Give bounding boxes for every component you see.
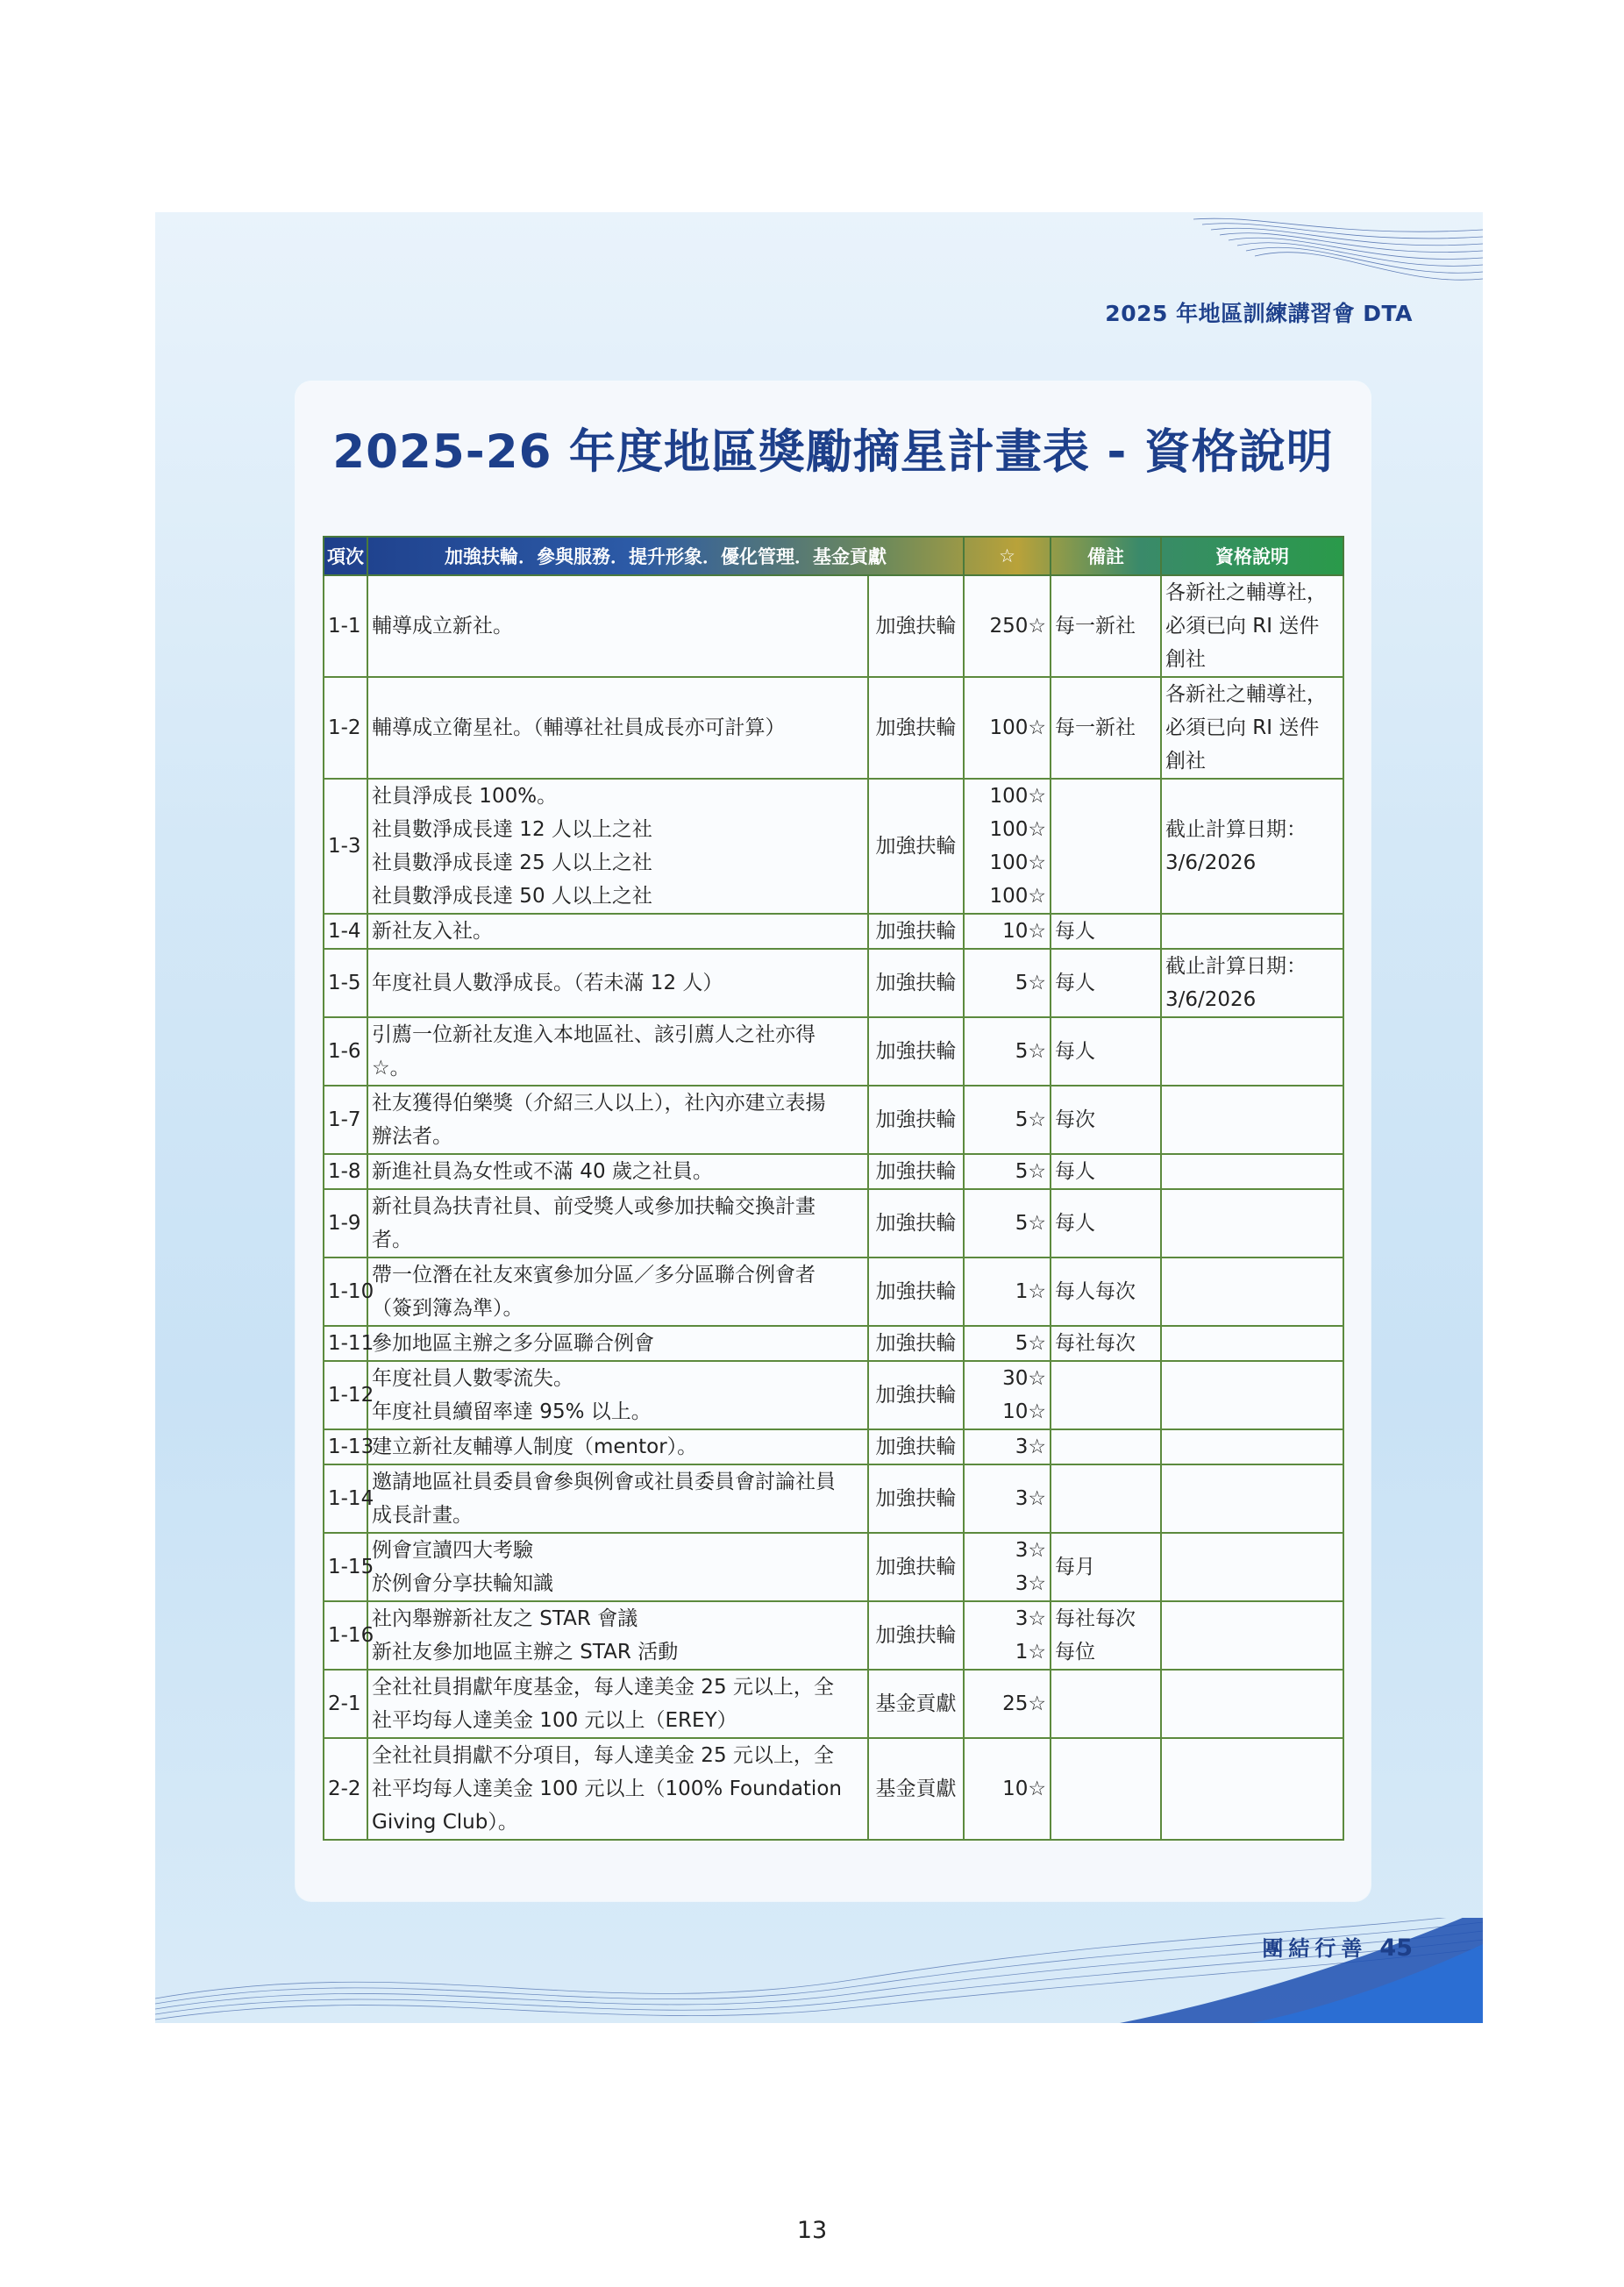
row-note-line: 每次: [1055, 1108, 1095, 1131]
row-description-line: 參加地區主辦之多分區聯合例會: [372, 1332, 654, 1355]
row-description: [367, 1601, 868, 1670]
row-qualification: [1161, 1361, 1343, 1429]
row-code: 2-1: [324, 1670, 367, 1738]
row-note-line: 每社每次: [1055, 1332, 1136, 1355]
row-category: 加強扶輪: [868, 1326, 964, 1361]
row-stars-line: 3☆: [1015, 1436, 1046, 1458]
footer-brand-text: 團結行善: [1262, 1936, 1368, 1961]
row-description-line: 年度社員人數淨成長。（若未滿 12 人）: [372, 972, 723, 994]
row-note: [1051, 779, 1161, 914]
row-note: [1051, 1738, 1161, 1840]
row-qualification: [1161, 1429, 1343, 1464]
row-note: [1051, 1601, 1161, 1670]
row-qualification: [1161, 1601, 1343, 1670]
row-category: 加強扶輪: [868, 575, 964, 677]
page-panel: [155, 212, 1483, 2023]
table-row: [324, 1086, 1343, 1154]
row-note: [1051, 575, 1161, 677]
row-stars-line: 1☆: [1015, 1280, 1046, 1303]
row-description-line: ☆。: [372, 1057, 410, 1079]
row-note: [1051, 1361, 1161, 1429]
row-description-line: 者。: [372, 1229, 412, 1251]
row-stars: [964, 1086, 1051, 1154]
row-stars: [964, 914, 1051, 949]
row-stars-line: 10☆: [1002, 920, 1046, 943]
row-code: 1-13: [324, 1429, 367, 1464]
row-description: [367, 914, 868, 949]
row-note-line: 每人: [1055, 1040, 1095, 1063]
row-stars: [964, 949, 1051, 1017]
row-category: 加強扶輪: [868, 779, 964, 914]
row-qualification: [1161, 779, 1343, 914]
row-note: [1051, 1326, 1161, 1361]
row-note-line: 每人: [1055, 1160, 1095, 1183]
row-description: [367, 1257, 868, 1326]
row-qualification-line: 各新社之輔導社，: [1165, 683, 1327, 706]
table-body: [324, 575, 1343, 1840]
row-description-line: 社平均每人達美金 100 元以上（EREY）: [372, 1709, 737, 1732]
row-note-line: 每月: [1055, 1556, 1095, 1578]
row-description: [367, 779, 868, 914]
row-description-line: 新進社員為女性或不滿 40 歲之社員。: [372, 1160, 713, 1183]
footer-brand: [1262, 1931, 1413, 1962]
row-category: 加強扶輪: [868, 1189, 964, 1257]
row-stars: [964, 1017, 1051, 1086]
row-description-line: 建立新社友輔導人制度（mentor）。: [372, 1436, 698, 1458]
row-category: 加強扶輪: [868, 1601, 964, 1670]
row-description: [367, 1361, 868, 1429]
row-category: 加強扶輪: [868, 1257, 964, 1326]
row-qualification: [1161, 677, 1343, 779]
row-stars: [964, 1257, 1051, 1326]
row-code: 1-2: [324, 677, 367, 779]
row-description-line: 輔導成立衛星社。（輔導社社員成長亦可計算）: [372, 716, 786, 739]
row-qualification: [1161, 1086, 1343, 1154]
table-header-row: [324, 537, 1343, 575]
row-qualification-line: 3/6/2026: [1165, 851, 1257, 874]
row-stars-line: 10☆: [1002, 1400, 1046, 1423]
row-description: [367, 1086, 868, 1154]
table-row: [324, 1533, 1343, 1601]
row-description-line: 邀請地區社員委員會參與例會或社員委員會討論社員: [372, 1471, 836, 1493]
row-code: 1-1: [324, 575, 367, 677]
row-category: 加強扶輪: [868, 1361, 964, 1429]
row-code: 1-12: [324, 1361, 367, 1429]
row-stars-line: 250☆: [989, 615, 1046, 638]
row-stars: [964, 1429, 1051, 1464]
row-note-line: 每人每次: [1055, 1280, 1136, 1303]
row-description: [367, 1154, 868, 1189]
row-stars-line: 100☆: [989, 885, 1046, 908]
table-row: [324, 1326, 1343, 1361]
decorative-wave-top: [1193, 212, 1483, 291]
header-note: 備註: [1051, 537, 1161, 575]
row-description: [367, 1670, 868, 1738]
table-row: [324, 1670, 1343, 1738]
row-category: 加強扶輪: [868, 1154, 964, 1189]
footer-page: 45: [1379, 1934, 1413, 1962]
row-qualification-line: 截止計算日期：: [1165, 955, 1307, 978]
row-note-line: 每人: [1055, 972, 1095, 994]
row-category: 加強扶輪: [868, 1533, 964, 1601]
row-note: [1051, 1154, 1161, 1189]
row-qualification-line: 創社: [1165, 648, 1206, 671]
table-row: [324, 949, 1343, 1017]
content-card: [296, 381, 1371, 1901]
row-stars: [964, 1189, 1051, 1257]
row-description: [367, 1738, 868, 1840]
table-row: [324, 1189, 1343, 1257]
page-title: 2025-26 年度地區獎勵摘星計畫表 - 資格說明: [332, 425, 1334, 479]
table-row: [324, 1257, 1343, 1326]
row-stars: [964, 1533, 1051, 1601]
table-row: [324, 677, 1343, 779]
header-tag: 2025 年地區訓練講習會 DTA: [1105, 301, 1413, 326]
row-description-line: 社內舉辦新社友之 STAR 會議: [372, 1607, 638, 1630]
row-description: [367, 677, 868, 779]
row-stars-line: 5☆: [1015, 972, 1046, 994]
row-code: 1-9: [324, 1189, 367, 1257]
row-stars: [964, 1154, 1051, 1189]
row-stars-line: 5☆: [1015, 1160, 1046, 1183]
row-description-line: （簽到簿為準）。: [372, 1297, 524, 1320]
header-qualification: 資格說明: [1161, 537, 1343, 575]
row-qualification: [1161, 1189, 1343, 1257]
table-row: [324, 575, 1343, 677]
row-description: [367, 1326, 868, 1361]
row-qualification: [1161, 1257, 1343, 1326]
row-category: 基金貢獻: [868, 1738, 964, 1840]
row-stars-line: 5☆: [1015, 1040, 1046, 1063]
row-qualification: [1161, 1738, 1343, 1840]
row-description-line: 新社員為扶青社員、前受獎人或參加扶輪交換計畫: [372, 1195, 816, 1218]
row-stars-line: 5☆: [1015, 1332, 1046, 1355]
row-note: [1051, 1429, 1161, 1464]
row-description-line: 引薦一位新社友進入本地區社、該引薦人之社亦得: [372, 1023, 816, 1046]
row-stars: [964, 575, 1051, 677]
row-category: 加強扶輪: [868, 1464, 964, 1533]
row-code: 1-4: [324, 914, 367, 949]
row-stars-line: 5☆: [1015, 1108, 1046, 1131]
row-stars-line: 3☆: [1015, 1487, 1046, 1510]
row-qualification: [1161, 1154, 1343, 1189]
row-stars: [964, 1464, 1051, 1533]
row-description-line: 帶一位潛在社友來賓參加分區／多分區聯合例會者: [372, 1264, 816, 1286]
row-note: [1051, 1257, 1161, 1326]
row-stars: [964, 1361, 1051, 1429]
table-row: [324, 779, 1343, 914]
row-description-line: 全社社員捐獻年度基金，每人達美金 25 元以上，全: [372, 1676, 834, 1699]
row-stars: [964, 677, 1051, 779]
row-note: [1051, 1533, 1161, 1601]
row-note-line: 每人: [1055, 1212, 1095, 1235]
table-row: [324, 1154, 1343, 1189]
row-code: 1-8: [324, 1154, 367, 1189]
row-code: 1-3: [324, 779, 367, 914]
row-description: [367, 949, 868, 1017]
row-qualification: [1161, 575, 1343, 677]
row-code: 1-16: [324, 1601, 367, 1670]
row-note-line: 每人: [1055, 920, 1095, 943]
row-note: [1051, 949, 1161, 1017]
table-row: [324, 1738, 1343, 1840]
row-description-line: 新社友參加地區主辦之 STAR 活動: [372, 1641, 679, 1664]
row-description: [367, 1429, 868, 1464]
row-description-line: 社員數淨成長達 25 人以上之社: [372, 851, 652, 874]
row-code: 1-15: [324, 1533, 367, 1601]
row-stars: [964, 1326, 1051, 1361]
row-description-line: 社員數淨成長達 12 人以上之社: [372, 818, 652, 841]
row-qualification-line: 必須已向 RI 送件: [1165, 615, 1320, 638]
row-code: 1-6: [324, 1017, 367, 1086]
row-note: [1051, 1670, 1161, 1738]
row-description: [367, 1464, 868, 1533]
table-row: [324, 1464, 1343, 1533]
row-code: 1-14: [324, 1464, 367, 1533]
row-category: 加強扶輪: [868, 949, 964, 1017]
row-description-line: 成長計畫。: [372, 1504, 473, 1527]
row-description: [367, 1017, 868, 1086]
row-description-line: 年度社員續留率達 95% 以上。: [372, 1400, 652, 1423]
header-description: 加強扶輪．參與服務．提升形象．優化管理．基金貢獻: [367, 537, 964, 575]
row-code: 2-2: [324, 1738, 367, 1840]
row-category: 加強扶輪: [868, 914, 964, 949]
row-stars: [964, 779, 1051, 914]
row-description-line: 輔導成立新社。: [372, 615, 513, 638]
row-stars-line: 30☆: [1002, 1367, 1046, 1390]
row-stars-line: 10☆: [1002, 1778, 1046, 1800]
row-note: [1051, 1086, 1161, 1154]
row-stars-line: 3☆: [1015, 1572, 1046, 1595]
row-description-line: 全社社員捐獻不分項目，每人達美金 25 元以上，全: [372, 1744, 834, 1767]
row-description-line: 社友獲得伯樂獎（介紹三人以上），社內亦建立表揚: [372, 1092, 826, 1115]
row-qualification-line: 3/6/2026: [1165, 988, 1257, 1011]
row-stars: [964, 1601, 1051, 1670]
row-stars-line: 100☆: [989, 851, 1046, 874]
row-category: 加強扶輪: [868, 1017, 964, 1086]
row-note: [1051, 1017, 1161, 1086]
row-qualification-line: 各新社之輔導社，: [1165, 581, 1327, 604]
row-note-line: 每一新社: [1055, 615, 1136, 638]
page-number: 13: [796, 2217, 828, 2244]
row-stars-line: 25☆: [1002, 1692, 1046, 1715]
table-row: [324, 1361, 1343, 1429]
row-description-line: 辦法者。: [372, 1125, 452, 1148]
row-note: [1051, 1189, 1161, 1257]
row-code: 1-7: [324, 1086, 367, 1154]
row-stars-line: 100☆: [989, 785, 1046, 808]
row-qualification: [1161, 1464, 1343, 1533]
row-description-line: 新社友入社。: [372, 920, 493, 943]
row-code: 1-5: [324, 949, 367, 1017]
row-stars-line: 100☆: [989, 716, 1046, 739]
row-category: 加強扶輪: [868, 677, 964, 779]
row-description-line: 社員數淨成長達 50 人以上之社: [372, 885, 652, 908]
row-qualification: [1161, 1533, 1343, 1601]
row-note-line: 每位: [1055, 1641, 1095, 1664]
table-row: [324, 1017, 1343, 1086]
header-stars: ☆: [964, 537, 1051, 575]
row-note: [1051, 677, 1161, 779]
row-qualification: [1161, 914, 1343, 949]
row-note: [1051, 914, 1161, 949]
row-note: [1051, 1464, 1161, 1533]
row-category: 加強扶輪: [868, 1086, 964, 1154]
row-qualification-line: 創社: [1165, 750, 1206, 773]
row-qualification: [1161, 1326, 1343, 1361]
row-description-line: Giving Club）。: [372, 1811, 518, 1834]
row-stars-line: 5☆: [1015, 1212, 1046, 1235]
row-stars-line: 3☆: [1015, 1539, 1046, 1562]
row-stars-line: 1☆: [1015, 1641, 1046, 1664]
table-row: [324, 914, 1343, 949]
row-description-line: 年度社員人數零流失。: [372, 1367, 573, 1390]
star-plan-table: [323, 536, 1344, 1841]
header-code: 項次: [324, 537, 367, 575]
row-qualification-line: 必須已向 RI 送件: [1165, 716, 1320, 739]
table-row: [324, 1429, 1343, 1464]
row-description-line: 於例會分享扶輪知識: [372, 1572, 553, 1595]
row-qualification: [1161, 1670, 1343, 1738]
row-qualification: [1161, 949, 1343, 1017]
row-description-line: 例會宣讀四大考驗: [372, 1539, 533, 1562]
row-description-line: 社平均每人達美金 100 元以上（100% Foundation: [372, 1778, 842, 1800]
row-stars-line: 3☆: [1015, 1607, 1046, 1630]
row-category: 基金貢獻: [868, 1670, 964, 1738]
row-description-line: 社員淨成長 100%。: [372, 785, 558, 808]
row-qualification-line: 截止計算日期：: [1165, 818, 1307, 841]
row-code: 1-10: [324, 1257, 367, 1326]
row-description: [367, 1533, 868, 1601]
row-description: [367, 1189, 868, 1257]
row-code: 1-11: [324, 1326, 367, 1361]
row-stars-line: 100☆: [989, 818, 1046, 841]
row-note-line: 每一新社: [1055, 716, 1136, 739]
row-description: [367, 575, 868, 677]
row-qualification: [1161, 1017, 1343, 1086]
row-stars: [964, 1738, 1051, 1840]
table-row: [324, 1601, 1343, 1670]
row-note-line: 每社每次: [1055, 1607, 1136, 1630]
row-category: 加強扶輪: [868, 1429, 964, 1464]
row-stars: [964, 1670, 1051, 1738]
